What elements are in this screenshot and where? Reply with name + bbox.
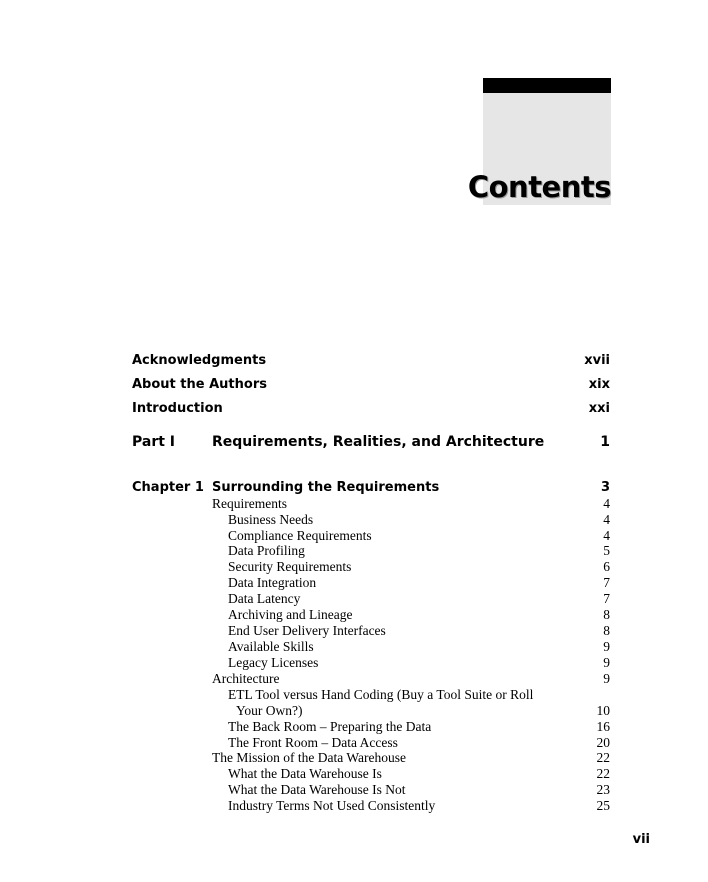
toc-entry-text: Your Own?) — [236, 703, 303, 718]
toc-entry-text: ETL Tool versus Hand Coding (Buy a Tool Suite or Roll — [228, 687, 534, 702]
toc-page-number: 5 — [603, 543, 610, 558]
toc-part-row — [0, 434, 708, 450]
toc-entry — [0, 671, 708, 687]
toc-page-number: 4 — [603, 528, 610, 543]
toc-entry-text: Business Needs — [228, 512, 314, 527]
toc-chapter-row — [0, 480, 708, 496]
toc-page-number: 7 — [603, 575, 610, 590]
toc-page-number: 23 — [596, 782, 610, 797]
part-page-number: 1 — [600, 434, 610, 450]
toc-page-number: 25 — [596, 798, 610, 813]
part-label: Part I — [132, 434, 176, 450]
toc-page-number: 16 — [596, 719, 610, 734]
toc-entry-text: Archiving and Lineage — [228, 607, 353, 622]
toc-entry — [0, 591, 708, 607]
toc-page-number: 8 — [603, 607, 610, 622]
toc-entry-text: Data Latency — [228, 591, 301, 606]
toc-page-number: xxi — [588, 401, 610, 416]
toc-entry — [0, 703, 708, 719]
toc-entry — [0, 719, 708, 735]
toc-page-number: xix — [588, 377, 610, 392]
toc-entry-text: The Front Room – Data Access — [228, 735, 398, 750]
page-title: Contents — [467, 170, 611, 204]
toc-entry — [0, 639, 708, 655]
toc-page-number: 22 — [596, 766, 610, 781]
toc-entry — [0, 543, 708, 559]
toc-entry — [0, 687, 708, 703]
chapter-title: Surrounding the Requirements — [212, 480, 440, 495]
title-header-bar — [483, 78, 611, 93]
toc-entry-text: The Mission of the Data Warehouse — [212, 750, 406, 765]
toc-entry-text: End User Delivery Interfaces — [228, 623, 386, 638]
toc-entry — [0, 766, 708, 782]
toc-page-number: 8 — [603, 623, 610, 638]
toc-label: Acknowledgments — [132, 353, 267, 368]
toc-entry — [0, 750, 708, 766]
page-folio: vii — [632, 832, 650, 847]
toc-entry — [0, 735, 708, 751]
toc-entry — [0, 623, 708, 639]
toc-entry — [0, 528, 708, 544]
toc-entry-text: Requirements — [212, 496, 287, 511]
chapter-label: Chapter 1 — [132, 480, 204, 495]
toc-entry-text: Industry Terms Not Used Consistently — [228, 798, 436, 813]
toc-entry — [0, 512, 708, 528]
toc-page-number: 6 — [603, 559, 610, 574]
toc-front-about-authors — [0, 377, 708, 393]
toc-entry — [0, 655, 708, 671]
toc-page-number: xvii — [584, 353, 610, 368]
toc-entry — [0, 782, 708, 798]
toc-entry — [0, 607, 708, 623]
toc-entry-text: Architecture — [212, 671, 280, 686]
toc-entry-text: Data Integration — [228, 575, 317, 590]
toc-page-number: 20 — [596, 735, 610, 750]
toc-entry-text: What the Data Warehouse Is Not — [228, 782, 406, 797]
part-title: Requirements, Realities, and Architecture — [212, 434, 545, 450]
toc-page-number: 10 — [596, 703, 610, 718]
toc-page-number: 9 — [603, 655, 610, 670]
toc-page-number: 4 — [603, 512, 610, 527]
toc-entry-text: The Back Room – Preparing the Data — [228, 719, 432, 734]
toc-page-number: 22 — [596, 750, 610, 765]
chapter-page-number: 3 — [600, 480, 610, 495]
toc-entry-text: Compliance Requirements — [228, 528, 372, 543]
toc-label: Introduction — [132, 401, 223, 416]
toc-label: About the Authors — [132, 377, 267, 392]
toc-entry-text: Security Requirements — [228, 559, 352, 574]
toc-page-number: 7 — [603, 591, 610, 606]
toc-entry-text: What the Data Warehouse Is — [228, 766, 382, 781]
toc-page-number: 9 — [603, 639, 610, 654]
toc-front-acknowledgments — [0, 353, 708, 369]
toc-front-introduction — [0, 401, 708, 417]
toc-entry — [0, 559, 708, 575]
toc-page-number: 4 — [603, 496, 610, 511]
toc-entry-text: Legacy Licenses — [228, 655, 319, 670]
toc-entry-text: Available Skills — [228, 639, 314, 654]
toc-page-number: 9 — [603, 671, 610, 686]
toc-entry — [0, 798, 708, 814]
toc-entry — [0, 575, 708, 591]
toc-entry — [0, 496, 708, 512]
toc-entry-text: Data Profiling — [228, 543, 305, 558]
